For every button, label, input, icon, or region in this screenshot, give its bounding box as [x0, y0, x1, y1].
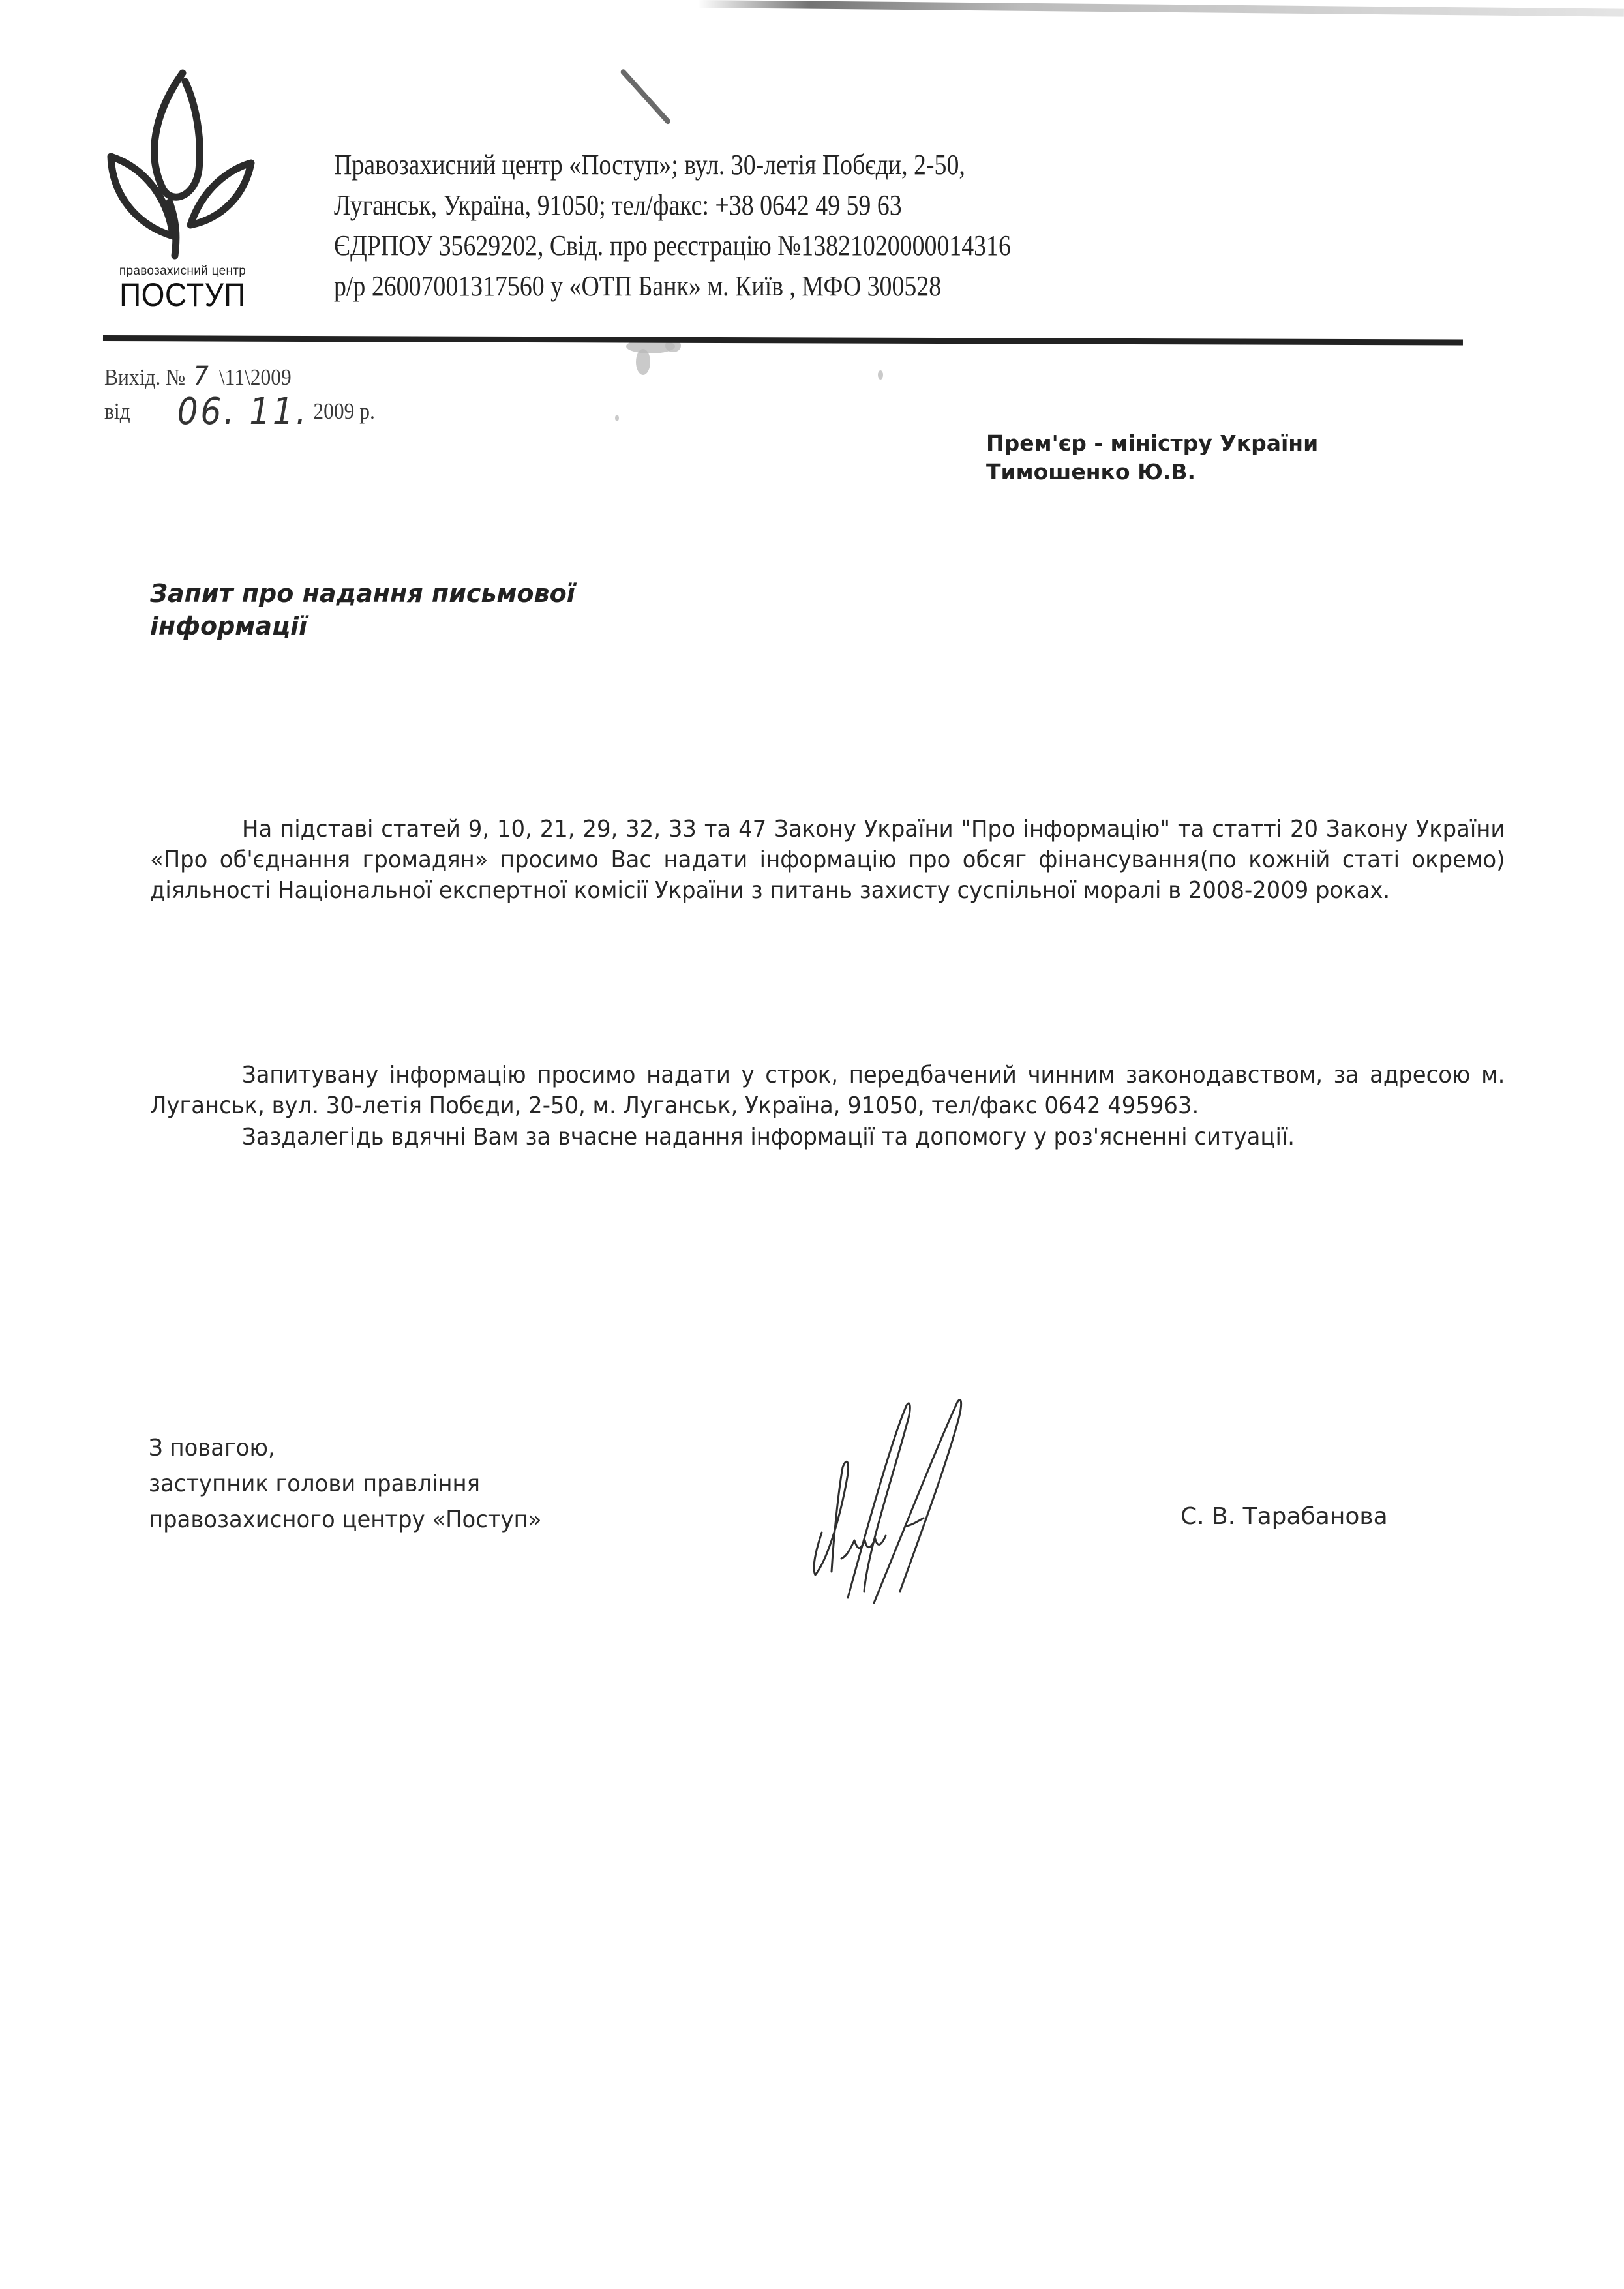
signer-name: С. В. Тарабанова — [1180, 1503, 1388, 1530]
sprout-leaves-icon — [104, 65, 261, 261]
letterhead-line-address: Правозахисний центр «Поступ»; вул. 30-летія Побєди, 2-50, — [334, 149, 965, 181]
addressee-title: Прем'єр - міністру України — [986, 430, 1319, 456]
letterhead-line-bank: р/р 26007001317560 у «ОТП Банк» м. Київ , МФО 300528 — [334, 270, 942, 302]
pen-stroke-mark — [620, 68, 672, 125]
outgoing-suffix: \11\2009 — [218, 365, 292, 390]
closing-organization: правозахисного центру «Поступ» — [149, 1506, 542, 1533]
date-suffix: 2009 р. — [313, 398, 375, 424]
handwritten-signature-icon — [802, 1396, 1037, 1604]
outgoing-reference — [104, 361, 375, 433]
addressee-block — [986, 429, 1318, 486]
outgoing-number-handwritten: 7 — [193, 361, 209, 391]
body-paragraph: Запитувану інформацію просимо надати у строк, передбачений чинним законодавством, за адресою м. Луганськ, вул. 30-летія Побєди, 2-50, м. Луганськ, Україна, 91050, тел/факс 0642 495963. — [150, 1062, 1505, 1119]
letterhead-line-registration: ЄДРПОУ 35629202, Свід. про реєстрацію №13821020000014316 — [334, 230, 1011, 262]
logo-name: ПОСТУП — [119, 277, 246, 313]
letter-subject: Запит про надання письмової інформації — [150, 579, 575, 640]
letterhead-line-phone: Луганськ, Україна, 91050; тел/факс: +38 0642 49 59 63 — [334, 189, 902, 221]
date-handwritten: 06. 11. — [177, 391, 309, 433]
closing-salutation: З повагою, — [149, 1435, 275, 1461]
date-label: від — [104, 398, 130, 424]
letterhead-contact-block — [334, 145, 1175, 307]
scan-smudge — [878, 370, 883, 380]
scan-smudge — [615, 415, 619, 421]
scan-edge-shadow — [698, 0, 1624, 17]
body-paragraph: На підставі статей 9, 10, 21, 29, 32, 33 та 47 Закону України "Про інформацію" та статті 20 Закону України «Про об'єднання громадян» просимо Вас надати інформацію про обсяг фінансування(по кожній статі окремо) діяльності Національної експертної комісії України з питань захисту суспільної моралі в 2008-2009 роках. — [150, 816, 1505, 904]
logo-subtitle: правозахисний центр — [119, 264, 247, 278]
addressee-name: Тимошенко Ю.В. — [986, 459, 1196, 485]
outgoing-number-line — [104, 362, 375, 392]
letterhead-divider — [103, 335, 1463, 346]
outgoing-label: Вихід. № — [104, 365, 186, 390]
scan-smudge — [636, 349, 650, 375]
closing-block — [149, 1430, 541, 1538]
outgoing-date-line — [104, 391, 375, 433]
body-paragraph: Заздалегідь вдячні Вам за вчасне надання інформації та допомогу у роз'ясненні ситуації. — [242, 1124, 1295, 1150]
closing-position: заступник голови правління — [149, 1471, 480, 1497]
organization-logo — [104, 65, 274, 313]
